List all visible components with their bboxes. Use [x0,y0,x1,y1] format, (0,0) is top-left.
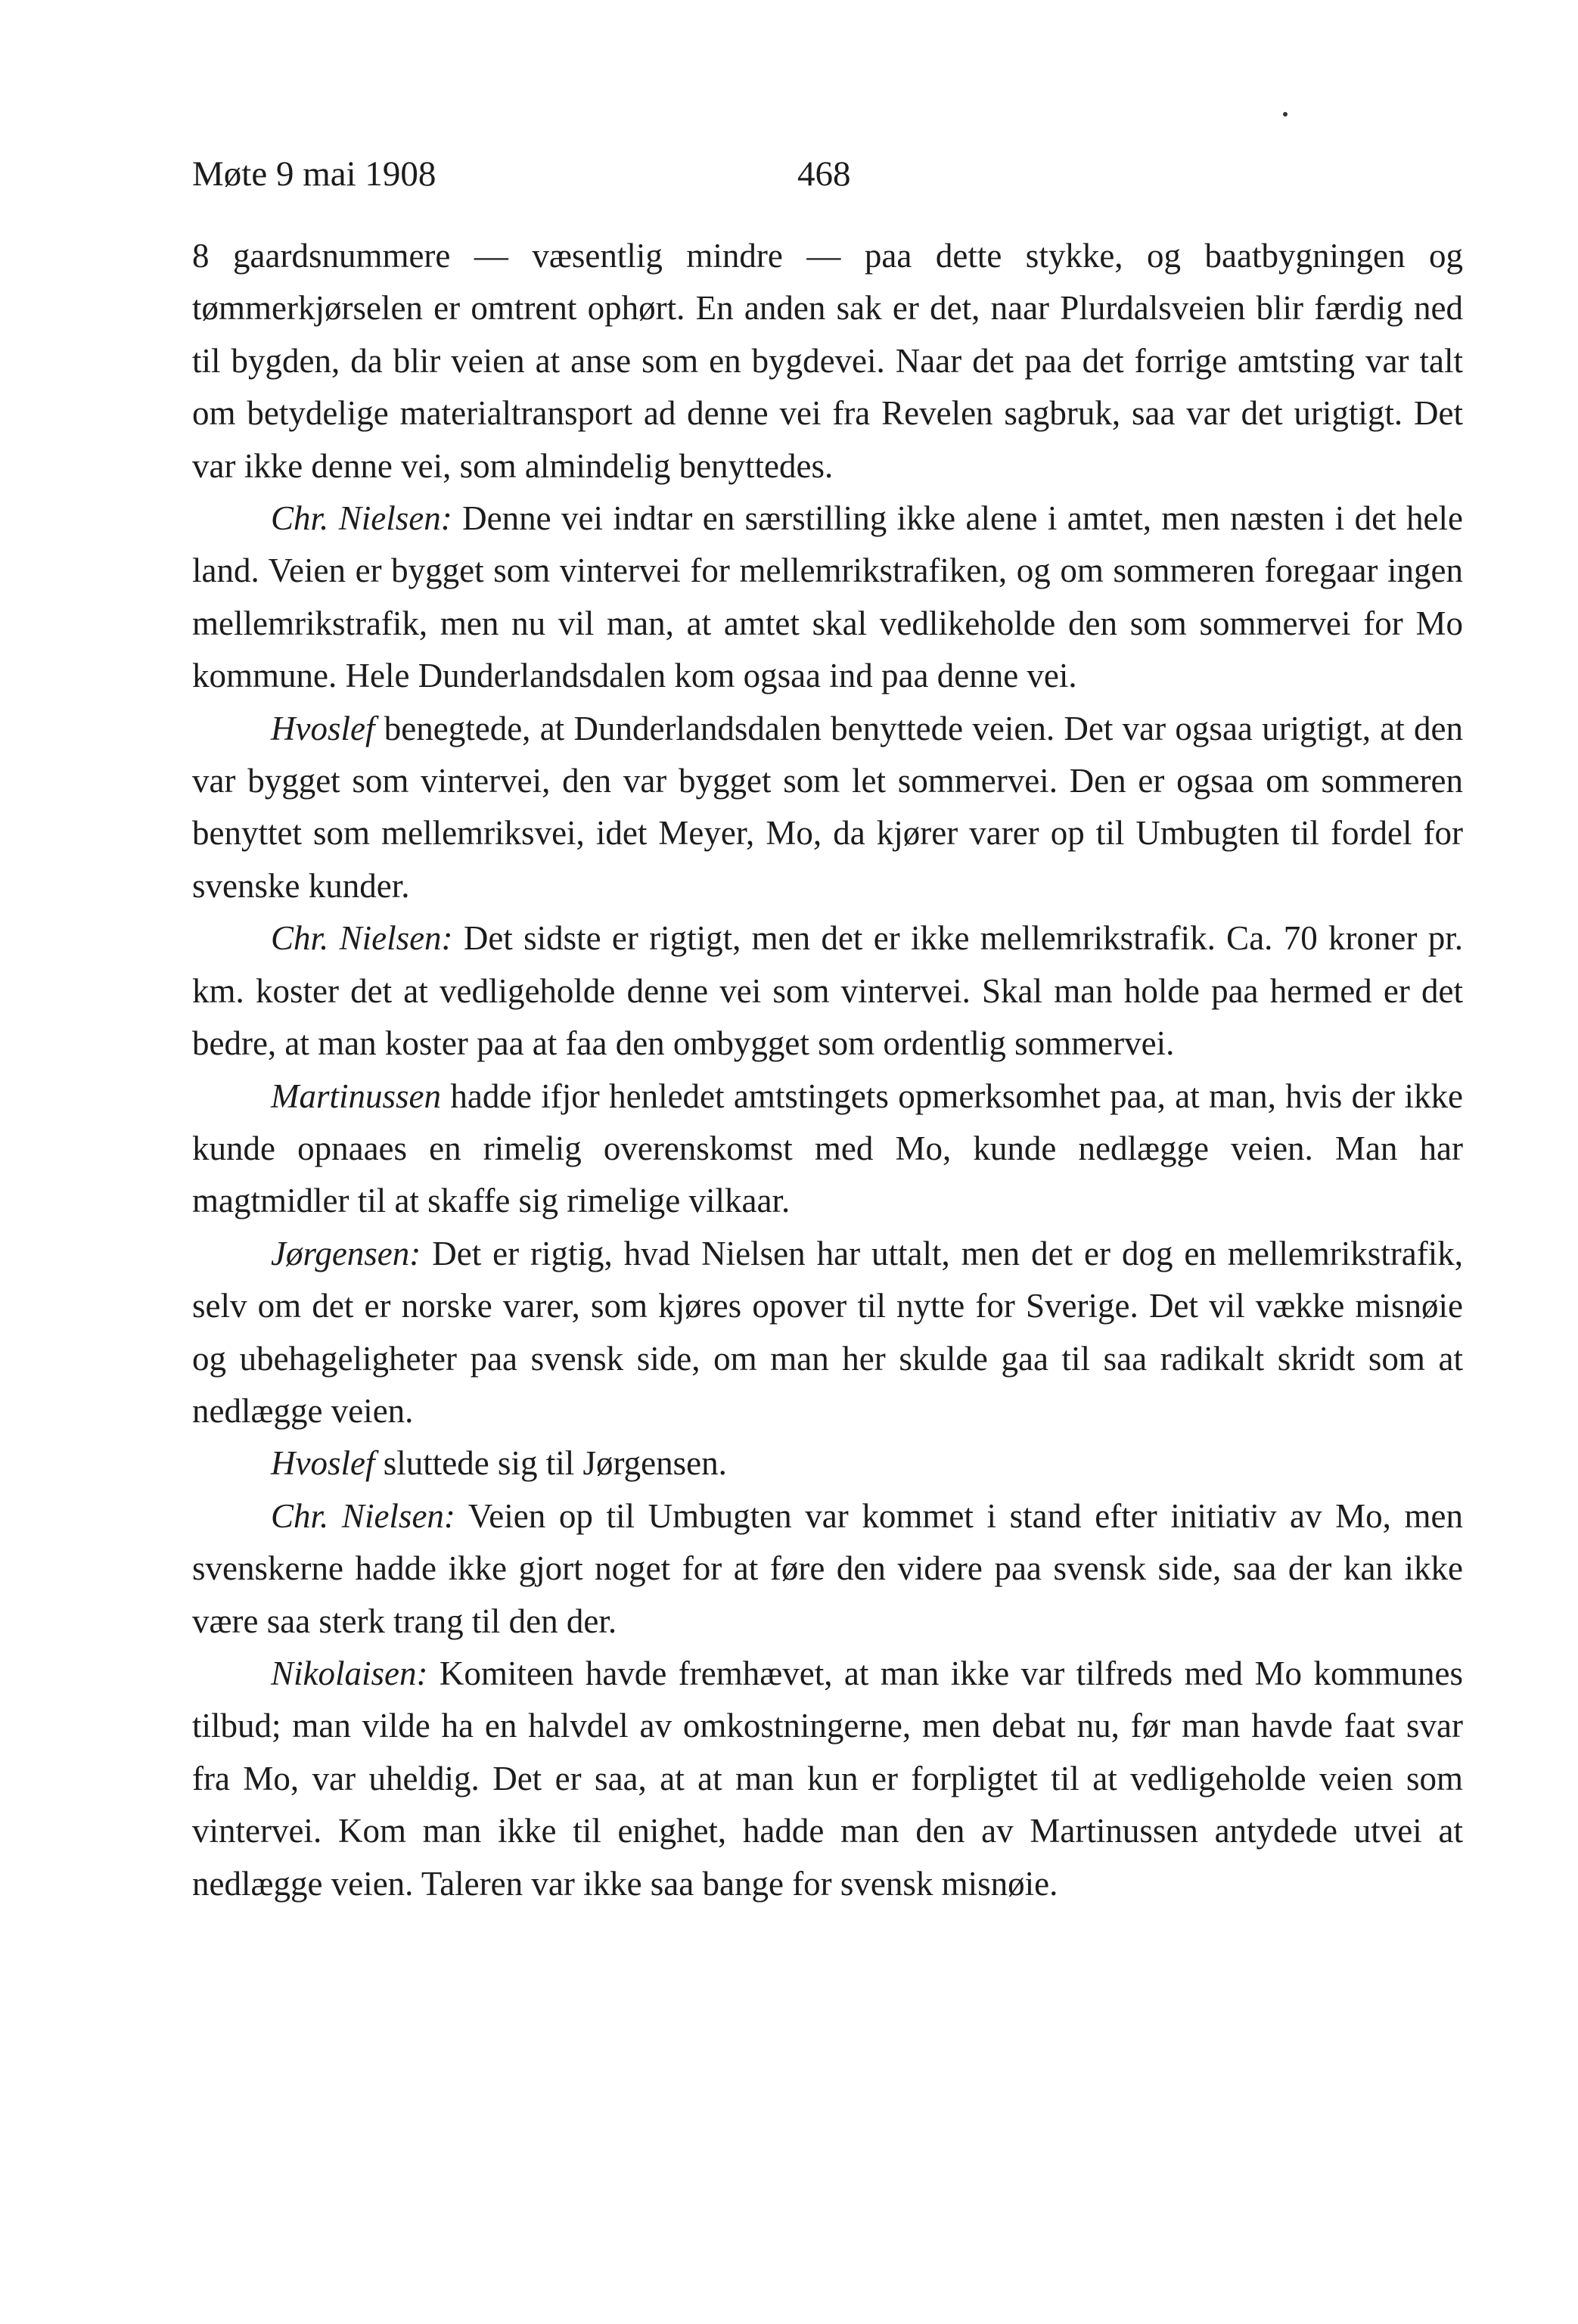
speaker-name: Chr. Nielsen: [271,919,453,958]
paragraph-text: hadde ifjor henledet amtstingets opmerksomhet paa, at man, hvis der ikke kunde opnaaes en rimelig overenskomst med Mo, kunde nedlægge veien. Man har magtmidler til at skaffe sig rimelige vilkaar. [192,1077,1463,1220]
paragraph-text: Komiteen havde fremhævet, at man ikke var tilfreds med Mo kommunes tilbud; man vilde ha en halvdel av omkostningerne, men debat nu, før man havde faat svar fra Mo, var uheldig. Det er saa, at at man kun er forpligtet til at vedligeholde veien som vintervei. Kom man ikke til enighet, hadde man den av Martinussen antydede utvei at nedlægge veien. Taleren var ikke saa bange for svensk misnøie. [192,1654,1463,1903]
paragraph-nikolaisen [192,1648,1463,1910]
paragraph-chr-nielsen-3 [192,1490,1463,1648]
paragraph-text: Det er rigtig, hvad Nielsen har uttalt, men det er dog en mellemrikstrafik, selv om det er norske varer, som kjøres opover til nytte for Sverige. Det vil vække misnøie og ubehageligheter paa svensk side, om man her skulde gaa til saa radikalt skridt som at nedlægge veien. [192,1234,1463,1430]
paragraph-text: sluttede sig til Jørgensen. [374,1444,727,1483]
print-speck [1283,112,1288,117]
page-header [192,151,1478,197]
page-number: 468 [797,154,851,194]
paragraph-text: Det sidste er rigtigt, men det er ikke mellemrikstrafik. Ca. 70 kroner pr. km. koster det at vedligeholde denne vei som vintervei. Skal man holde paa hermed er det bedre, at man koster paa at faa den ombygget som ordentlig sommervei. [192,919,1463,1063]
speaker-name: Martinussen [271,1077,441,1115]
speaker-name: Hvoslef [271,1444,375,1483]
paragraph-text: 8 gaardsnummere — væsentlig mindre — paa dette stykke, og baatbygningen og tømmerkjørselen er omtrent ophørt. En anden sak er det, naar Plurdalsveien blir færdig ned til bygden, da blir veien at anse som en bygdevei. Naar det paa det forrige amtsting var talt om betydelige materialtransport ad denne vei fra Revelen sagbruk, saa var det urigtigt. Det var ikke denne vei, som almindelig benyttedes. [192,237,1463,485]
speaker-name: Hvoslef [271,709,375,747]
paragraph-hvoslef-1 [192,703,1463,913]
paragraph-text: Denne vei indtar en særstilling ikke alene i amtet, men næsten i det hele land. Veien er bygget som vintervei for mellemrikstrafiken, og om sommeren foregaar ingen mellemrikstrafik, men nu vil man, at amtet skal vedlikeholde den som sommervei for Mo kommune. Hele Dunderlandsdalen kom ogsaa ind paa denne vei. [192,499,1463,695]
paragraph-text: benegtede, at Dunderlandsdalen benyttede veien. Det var ogsaa urigtigt, at den var bygget som vintervei, den var bygget som let sommervei. Den er ogsaa om sommeren benyttet som mellemriksvei, idet Meyer, Mo, da kjører varer op til Umbugten til fordel for svenske kunder. [192,709,1463,905]
paragraph-hvoslef-2 [192,1437,1463,1490]
speaker-name: Jørgensen: [271,1234,421,1272]
speaker-name: Chr. Nielsen: [271,499,452,538]
paragraph-chr-nielsen-2 [192,912,1463,1070]
paragraph-chr-nielsen-1 [192,492,1463,703]
paragraph-continuation [192,230,1463,492]
meeting-date: Møte 9 mai 1908 [192,154,436,194]
minutes-body [192,230,1463,1910]
paragraph-martinussen [192,1070,1463,1228]
paragraph-text: Veien op til Umbugten var kommet i stand efter initiativ av Mo, men svenskerne hadde ikke gjort noget for at føre den videre paa svensk side, saa der kan ikke være saa sterk trang til den der. [192,1496,1463,1640]
speaker-name: Chr. Nielsen: [271,1496,455,1535]
speaker-name: Nikolaisen: [271,1654,428,1692]
paragraph-jorgensen [192,1228,1463,1438]
